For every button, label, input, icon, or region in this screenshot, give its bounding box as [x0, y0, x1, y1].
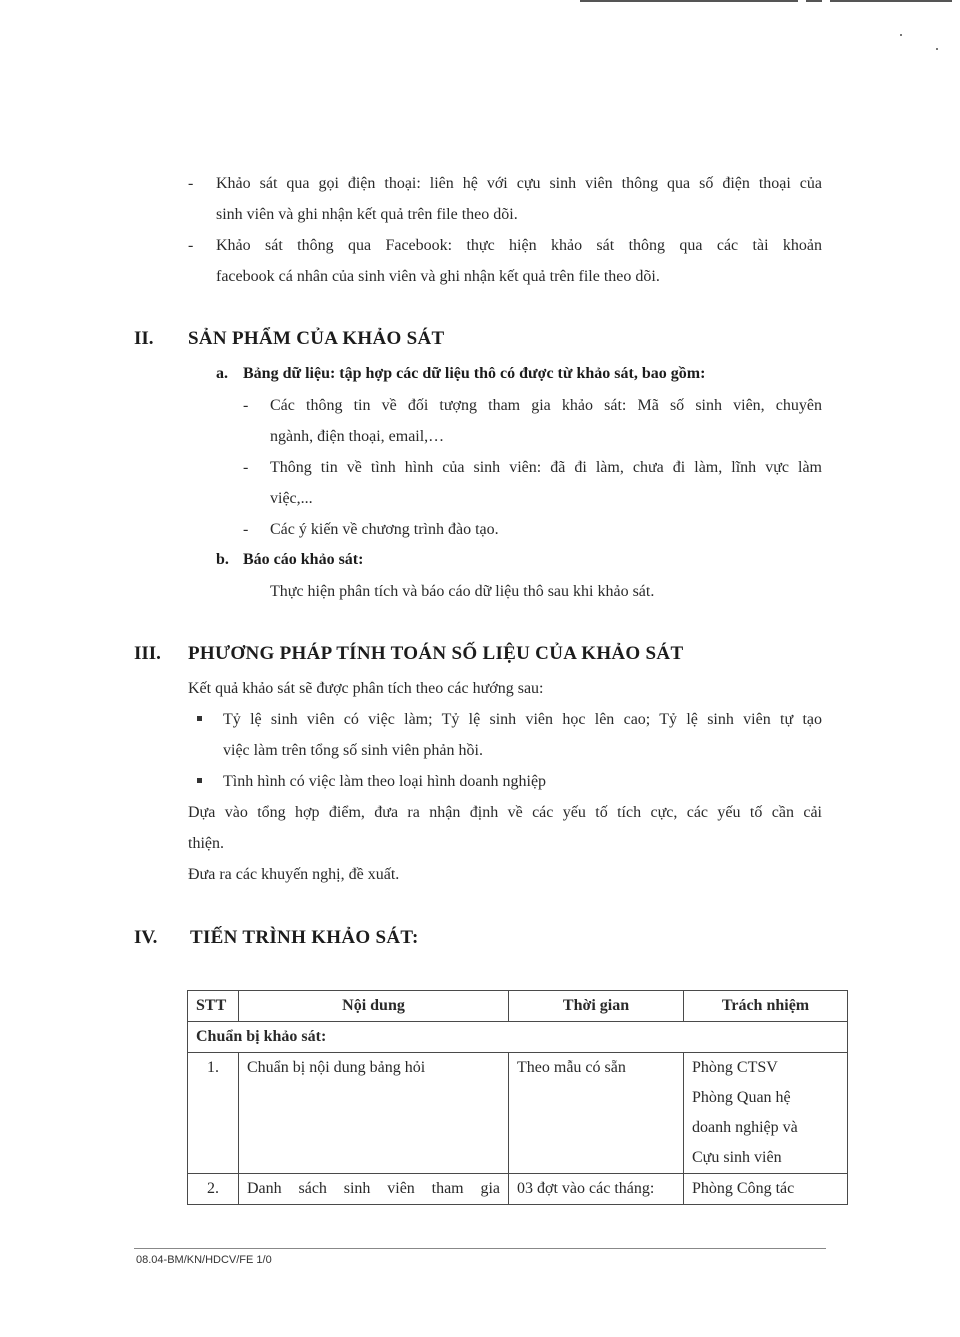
scan-artifact-dot	[900, 34, 902, 36]
column-header: Nội dung	[239, 991, 509, 1022]
bullet-text: Các ý kiến về chương trình đào tạo.	[270, 521, 499, 538]
paragraph-text: Kết quả khảo sát sẽ được phân tích theo các hướng sau:	[188, 680, 544, 697]
row-responsibility	[684, 1174, 848, 1205]
subsection-label: b.	[216, 551, 229, 568]
section-number: III.	[134, 643, 161, 664]
bullet-text: sinh viên và ghi nhận kết quả trên file theo dõi.	[216, 206, 518, 223]
row-content	[239, 1174, 509, 1205]
responsibility-line: Phòng CTSV	[692, 1059, 778, 1076]
section-number: IV.	[134, 927, 158, 948]
bullet-text: việc,...	[270, 490, 313, 507]
bullet-text: Thông tin về tình hình của sinh viên: đã đi làm, chưa đi làm, lĩnh vực làm	[270, 459, 822, 476]
row-number: 2.	[188, 1174, 239, 1205]
table-header-row	[188, 991, 848, 1022]
bullet-text: Tỷ lệ sinh viên có việc làm; Tỷ lệ sinh viên học lên cao; Tỷ lệ sinh viên tự tạo	[223, 711, 822, 728]
responsibility-line: Phòng Công tác	[692, 1180, 795, 1197]
bullet-dash: -	[188, 237, 194, 254]
row-time: Theo mẫu có sẵn	[509, 1053, 684, 1174]
paragraph-text: Đưa ra các khuyến nghị, đề xuất.	[188, 866, 400, 883]
section-number: II.	[134, 328, 154, 349]
row-number: 1.	[188, 1053, 239, 1174]
column-header: Thời gian	[509, 991, 684, 1022]
paragraph-text: Dựa vào tổng hợp điểm, đưa ra nhận định về các yếu tố tích cực, các yếu tố cần cải	[188, 804, 822, 821]
section-title: PHƯƠNG PHÁP TÍNH TOÁN SỐ LIỆU CỦA KHẢO SÁT	[188, 643, 684, 664]
bullet-dash: -	[243, 459, 249, 476]
bullet-text: Khảo sát qua gọi điện thoại: liên hệ với cựu sinh viên thông qua số điện thoại của	[216, 175, 822, 192]
bullet-dash: -	[243, 397, 249, 414]
row-time: 03 đợt vào các tháng:	[509, 1174, 684, 1205]
column-header: Trách nhiệm	[684, 991, 848, 1022]
paragraph-text: Thực hiện phân tích và báo cáo dữ liệu thô sau khi khảo sát.	[270, 583, 655, 600]
bullet-text: Tình hình có việc làm theo loại hình doanh nghiệp	[223, 773, 547, 790]
bullet-text: ngành, điện thoại, email,…	[270, 428, 445, 445]
bullet-text: việc làm trên tổng số sinh viên phản hồi.	[223, 742, 483, 759]
paragraph-text: thiện.	[188, 835, 224, 852]
bullet-text: Các thông tin về đối tượng tham gia khảo sát: Mã số sinh viên, chuyên	[270, 397, 822, 414]
bullet-text: Khảo sát thông qua Facebook: thực hiện khảo sát thông qua các tài khoản	[216, 237, 822, 254]
subsection-label: a.	[216, 365, 228, 382]
scan-artifact-line	[580, 0, 798, 2]
subsection-title: Bảng dữ liệu: tập hợp các dữ liệu thô có được từ khảo sát, bao gồm:	[243, 365, 706, 382]
group-label: Chuẩn bị khảo sát:	[188, 1022, 848, 1053]
column-header: STT	[188, 991, 239, 1022]
row-responsibility	[684, 1053, 848, 1174]
responsibility-line: Cựu sinh viên	[692, 1149, 782, 1166]
square-bullet	[197, 716, 202, 721]
responsibility-line: Phòng Quan hệ	[692, 1089, 791, 1106]
subsection-title: Báo cáo khảo sát:	[243, 551, 364, 568]
section-title: TIẾN TRÌNH KHẢO SÁT:	[190, 927, 419, 948]
scan-artifact-line	[830, 0, 952, 2]
row-content: Chuẩn bị nội dung bảng hỏi	[239, 1053, 509, 1174]
scan-artifact-dot	[936, 48, 938, 50]
section-title: SẢN PHẨM CỦA KHẢO SÁT	[188, 328, 445, 349]
table-group-row	[188, 1022, 848, 1053]
row-content-text: Danh sách sinh viên tham gia	[247, 1180, 500, 1197]
square-bullet	[197, 778, 202, 783]
table-row	[188, 1174, 848, 1205]
footer-divider	[134, 1248, 826, 1249]
bullet-text: facebook cá nhân của sinh viên và ghi nhận kết quả trên file theo dõi.	[216, 268, 660, 285]
footer-code: 08.04-BM/KN/HDCV/FE 1/0	[136, 1254, 272, 1266]
bullet-dash: -	[243, 521, 249, 538]
bullet-dash: -	[188, 175, 194, 192]
survey-timeline-table	[187, 990, 848, 1205]
scan-artifact-line	[806, 0, 822, 2]
table-row	[188, 1053, 848, 1174]
responsibility-line: doanh nghiệp và	[692, 1119, 798, 1136]
